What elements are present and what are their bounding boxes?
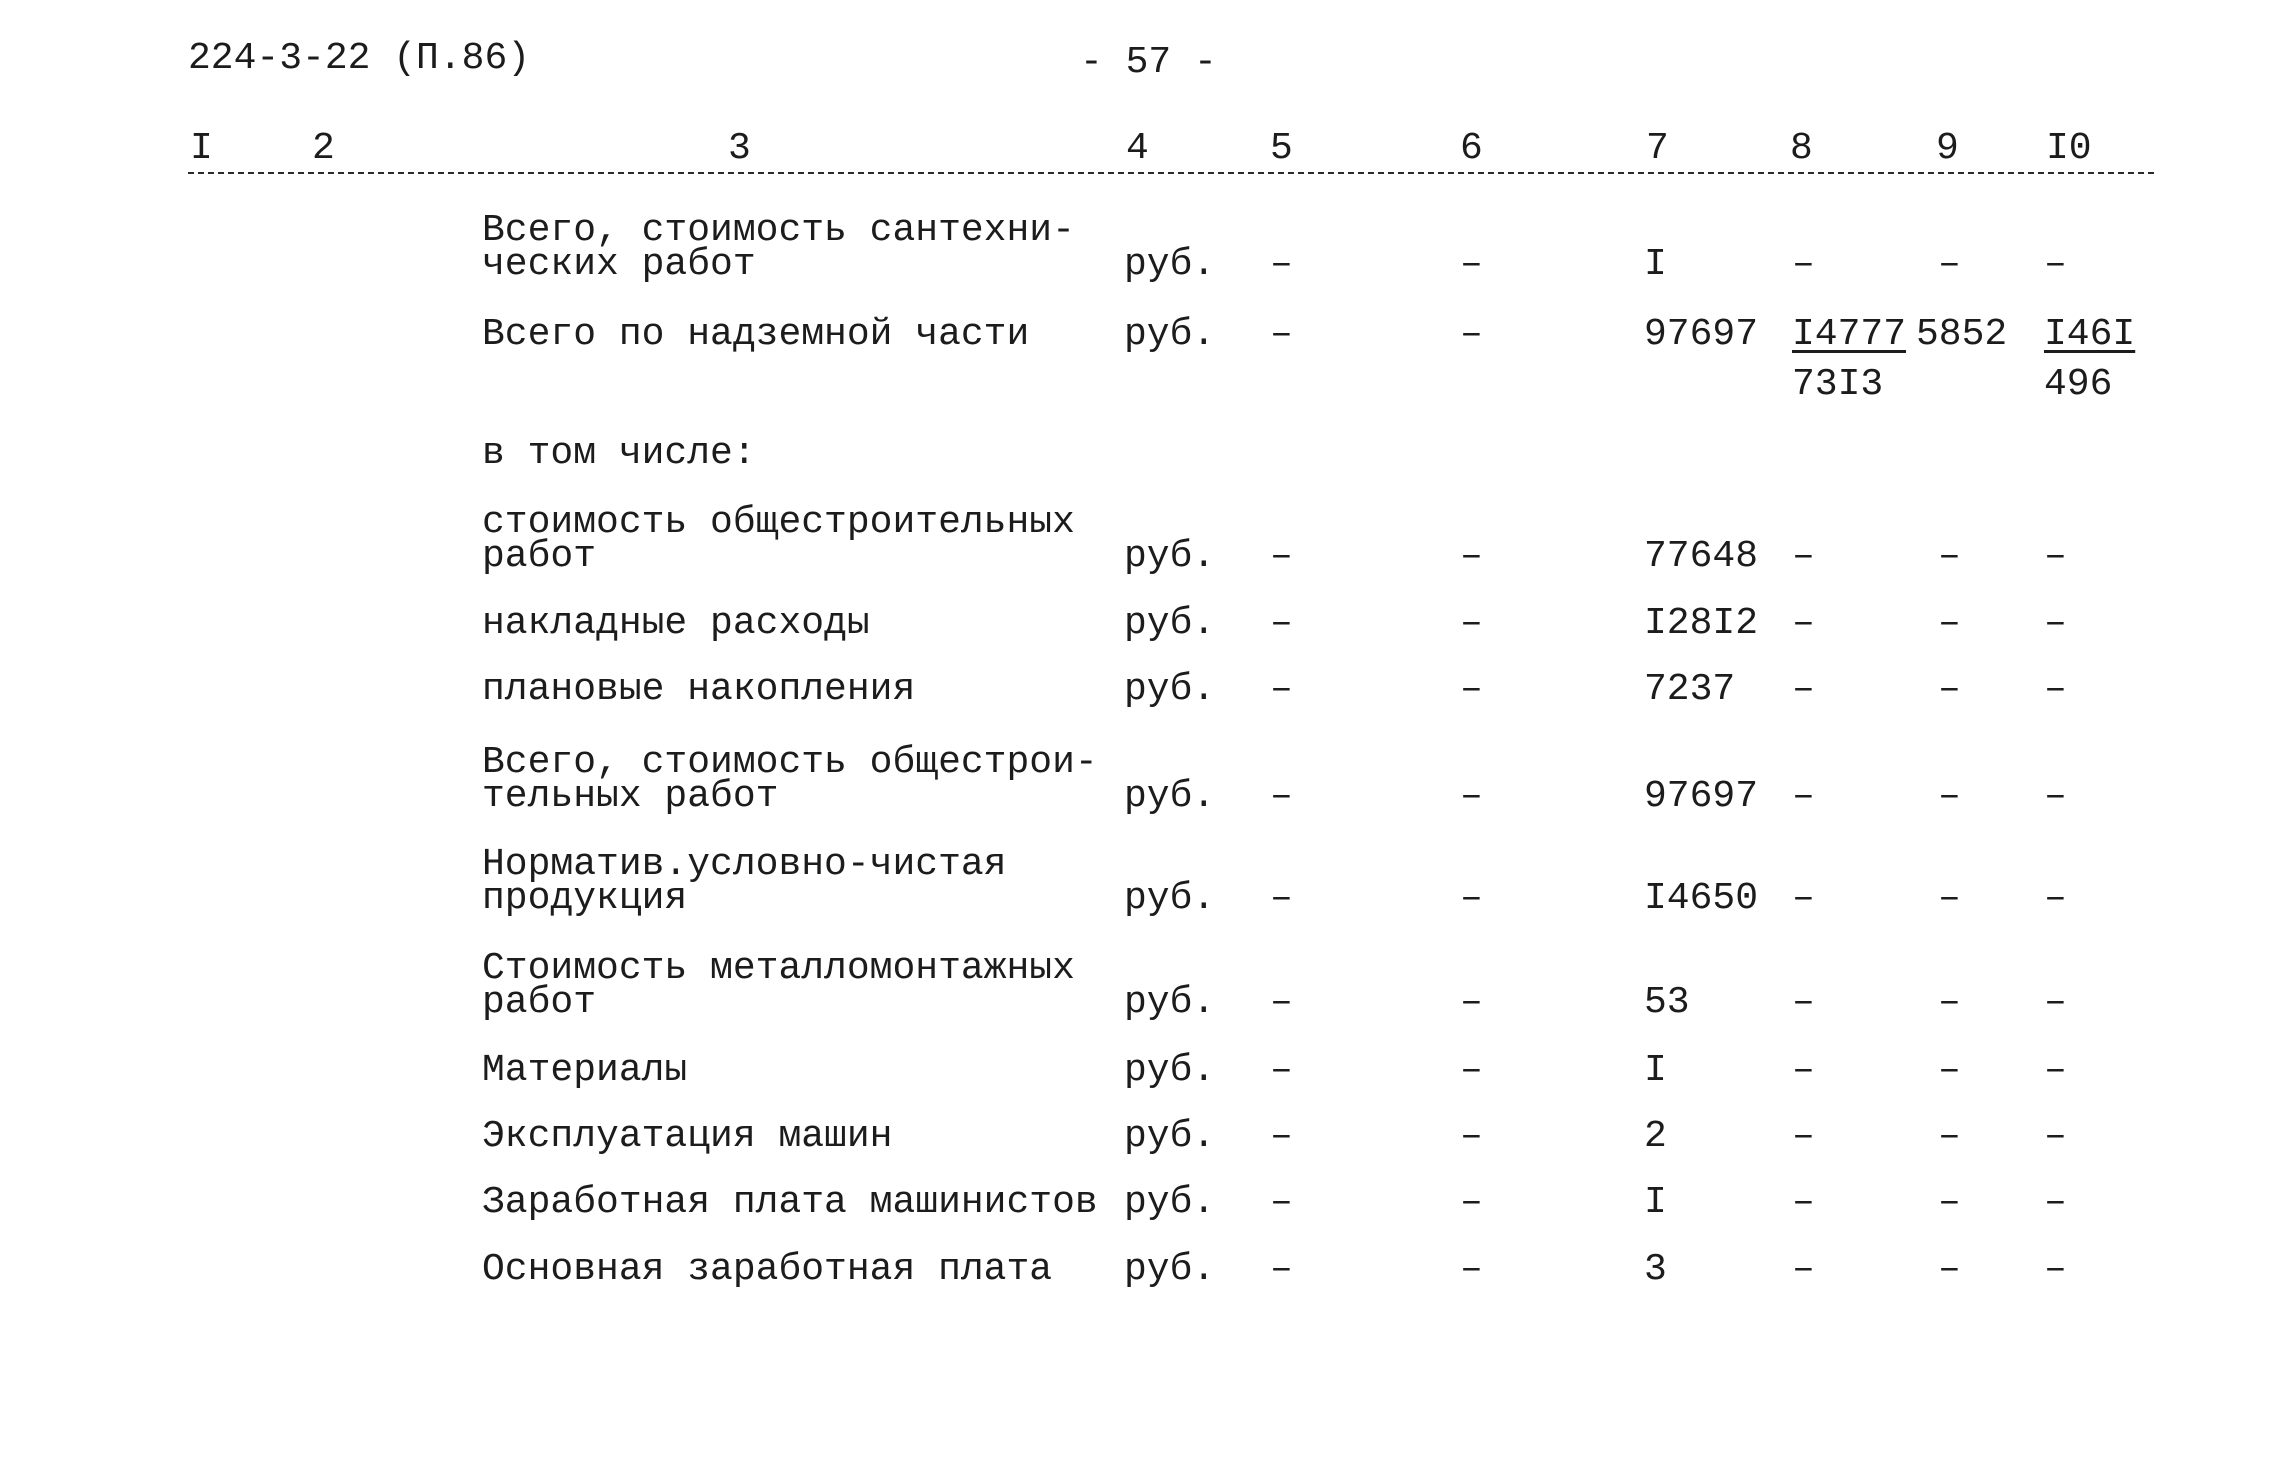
unit-cell: руб. — [1124, 313, 1216, 356]
unit-cell: руб. — [1124, 1049, 1216, 1092]
col8-numerator: I4777 — [1792, 313, 1907, 356]
col6-cell: – — [1460, 877, 1483, 920]
col5-cell: – — [1270, 1115, 1293, 1158]
page-number: - 57 - — [1080, 41, 1217, 84]
col8-cell: – — [1792, 1181, 1815, 1224]
col10-cell: – — [2044, 243, 2067, 286]
col10-cell: – — [2044, 981, 2067, 1024]
col9-cell: – — [1938, 1248, 1961, 1291]
unit-cell: руб. — [1124, 981, 1216, 1024]
unit-cell: руб. — [1124, 602, 1216, 645]
col5-cell: – — [1270, 602, 1293, 645]
col6-cell: – — [1460, 775, 1483, 818]
col8-cell: – — [1792, 243, 1815, 286]
col9-cell: 5852 — [1916, 313, 2008, 356]
unit-cell: руб. — [1124, 877, 1216, 920]
column-header-6: 6 — [1460, 127, 1483, 170]
col8-cell: – — [1792, 877, 1815, 920]
col10-cell: – — [2044, 668, 2067, 711]
col10-numerator: I46I — [2044, 313, 2136, 356]
col10-denominator: 496 — [2044, 363, 2113, 406]
col7-cell: 97697 — [1644, 313, 1759, 356]
row-label: Всего, стоимость общестрои- тельных работ — [482, 741, 1098, 818]
column-header-2: 2 — [312, 127, 335, 170]
col9-cell: – — [1938, 243, 1961, 286]
col5-cell: – — [1270, 535, 1293, 578]
col9-cell: – — [1938, 981, 1961, 1024]
col5-cell: – — [1270, 1181, 1293, 1224]
col10-cell: – — [2044, 877, 2067, 920]
row-label: Основная заработная плата — [482, 1248, 1053, 1291]
col10-cell: – — [2044, 775, 2067, 818]
col6-cell: – — [1460, 1115, 1483, 1158]
col6-cell: – — [1460, 313, 1483, 356]
col8-cell: – — [1792, 1248, 1815, 1291]
col10-cell: – — [2044, 535, 2067, 578]
unit-cell: руб. — [1124, 535, 1216, 578]
col7-cell: 77648 — [1644, 535, 1759, 578]
col7-cell: I — [1644, 243, 1667, 286]
col9-cell: – — [1938, 775, 1961, 818]
col10-cell: – — [2044, 1049, 2067, 1092]
col5-cell: – — [1270, 668, 1293, 711]
column-header-9: 9 — [1936, 127, 1959, 170]
col8-cell: – — [1792, 535, 1815, 578]
column-header-5: 5 — [1270, 127, 1293, 170]
col6-cell: – — [1460, 981, 1483, 1024]
col5-cell: – — [1270, 877, 1293, 920]
row-label: Всего по надземной части — [482, 313, 1030, 356]
row-label: в том числе: — [482, 432, 756, 475]
col10-cell: – — [2044, 1248, 2067, 1291]
col6-cell: – — [1460, 243, 1483, 286]
col9-cell: – — [1938, 602, 1961, 645]
col6-cell: – — [1460, 535, 1483, 578]
col7-cell: 97697 — [1644, 775, 1759, 818]
col7-cell: 7237 — [1644, 668, 1736, 711]
col6-cell: – — [1460, 1049, 1483, 1092]
column-header-7: 7 — [1646, 127, 1669, 170]
col9-cell: – — [1938, 1049, 1961, 1092]
col6-cell: – — [1460, 1181, 1483, 1224]
unit-cell: руб. — [1124, 1115, 1216, 1158]
row-label: накладные расходы — [482, 602, 870, 645]
unit-cell: руб. — [1124, 243, 1216, 286]
col9-cell: – — [1938, 1115, 1961, 1158]
unit-cell: руб. — [1124, 668, 1216, 711]
col10-cell: – — [2044, 602, 2067, 645]
col7-cell: I — [1644, 1181, 1667, 1224]
document-code: 224-3-22 (П.86) — [188, 37, 531, 80]
col5-cell: – — [1270, 243, 1293, 286]
row-label: Стоимость металломонтажных работ — [482, 947, 1075, 1024]
unit-cell: руб. — [1124, 1181, 1216, 1224]
col7-cell: I — [1644, 1049, 1667, 1092]
row-label: Заработная плата машинистов — [482, 1181, 1098, 1224]
header-rule — [188, 172, 2154, 174]
unit-cell: руб. — [1124, 1248, 1216, 1291]
col8-denominator: 73I3 — [1792, 363, 1884, 406]
row-label: Материалы — [482, 1049, 688, 1092]
column-header-8: 8 — [1790, 127, 1813, 170]
col7-cell: 53 — [1644, 981, 1690, 1024]
col6-cell: – — [1460, 602, 1483, 645]
col7-cell: I28I2 — [1644, 602, 1759, 645]
col7-cell: I4650 — [1644, 877, 1759, 920]
col9-cell: – — [1938, 877, 1961, 920]
col7-cell: 3 — [1644, 1248, 1667, 1291]
col8-cell: – — [1792, 775, 1815, 818]
col10-cell: – — [2044, 1181, 2067, 1224]
col8-cell: – — [1792, 668, 1815, 711]
row-label: Норматив.условно-чистая продукция — [482, 843, 1007, 920]
col10-cell: – — [2044, 1115, 2067, 1158]
row-label: Эксплуатация машин — [482, 1115, 893, 1158]
column-header-3: 3 — [728, 127, 751, 170]
col9-cell: – — [1938, 668, 1961, 711]
column-header-4: 4 — [1126, 127, 1149, 170]
col9-cell: – — [1938, 535, 1961, 578]
col5-cell: – — [1270, 981, 1293, 1024]
column-header-10: I0 — [2046, 127, 2092, 170]
col7-cell: 2 — [1644, 1115, 1667, 1158]
col8-cell: – — [1792, 1115, 1815, 1158]
col5-cell: – — [1270, 1248, 1293, 1291]
row-label: стоимость общестроительных работ — [482, 501, 1075, 578]
col5-cell: – — [1270, 313, 1293, 356]
column-header-1: I — [190, 127, 213, 170]
row-label: плановые накопления — [482, 668, 916, 711]
col6-cell: – — [1460, 1248, 1483, 1291]
col5-cell: – — [1270, 775, 1293, 818]
col8-cell: – — [1792, 602, 1815, 645]
row-label: Всего, стоимость сантехни- ческих работ — [482, 209, 1075, 286]
unit-cell: руб. — [1124, 775, 1216, 818]
col5-cell: – — [1270, 1049, 1293, 1092]
col8-cell: – — [1792, 981, 1815, 1024]
col9-cell: – — [1938, 1181, 1961, 1224]
col6-cell: – — [1460, 668, 1483, 711]
col8-cell: – — [1792, 1049, 1815, 1092]
